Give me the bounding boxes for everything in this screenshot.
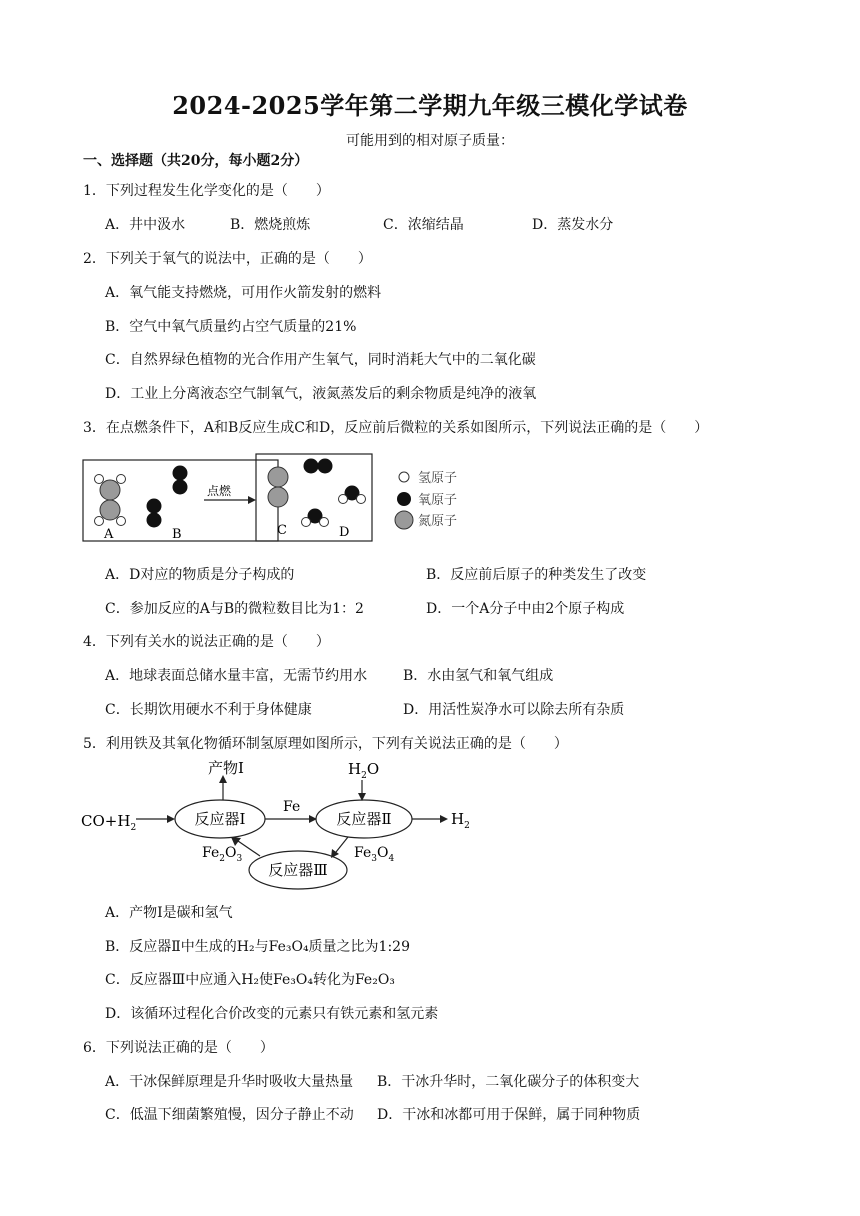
fe3o4-label: $Fe_3O_4$	[354, 845, 395, 864]
q4-option-b[interactable]: B．水由氢气和氧气组成	[403, 668, 554, 684]
question-2-stem: 2．下列关于氧气的说法中，正确的是（ ）	[83, 251, 372, 267]
legend-hydrogen: 氢原子	[418, 471, 458, 486]
hydrogen-atom-icon	[399, 472, 409, 482]
label-b: B	[172, 527, 182, 542]
q4-option-c[interactable]: C．长期饮用硬水不利于身体健康	[105, 702, 312, 718]
section-title: 一、选择题（共20分，每小题2分）	[83, 153, 309, 169]
question-6-stem: 6．下列说法正确的是（ ）	[83, 1040, 274, 1056]
label-a: A	[104, 527, 114, 542]
molecule-a-icon	[95, 475, 126, 526]
q6-option-d[interactable]: D．干冰和冰都可用于保鲜，属于同种物质	[377, 1107, 641, 1123]
legend-nitrogen: 氮原子	[418, 514, 458, 529]
q6-option-c[interactable]: C．低温下细菌繁殖慢，因分子静止不动	[105, 1107, 354, 1123]
oxygen-atom-icon	[397, 492, 411, 506]
legend-oxygen: 氧原子	[418, 493, 458, 508]
water-label: $H_2O$	[348, 760, 380, 781]
molecule-d-icon	[302, 486, 366, 527]
molecule-c-icon	[268, 467, 288, 507]
page-subtitle: 可能用到的相对原子质量：	[346, 133, 514, 149]
reactor-2-label: 反应器Ⅱ	[336, 810, 392, 828]
q2-option-d[interactable]: D．工业上分离液态空气制氧气，液氮蒸发后的剩余物质是纯净的液氧	[105, 386, 537, 402]
label-c: C	[277, 523, 287, 538]
legend	[395, 471, 457, 529]
q6-option-a[interactable]: A．干冰保鲜原理是升华时吸收大量热量	[105, 1074, 354, 1090]
q2-option-b[interactable]: B．空气中氧气质量约占空气质量的21%	[105, 319, 357, 335]
q3-option-d[interactable]: D．一个A分子中由2个原子构成	[426, 601, 625, 617]
arrow-in-icon	[167, 815, 175, 823]
question-5-stem: 5．利用铁及其氧化物循环制氢原理如图所示，下列有关说法正确的是（ ）	[83, 736, 568, 752]
arrow-out-icon	[440, 815, 448, 823]
h2-output-label: $H_2$	[451, 810, 470, 831]
question-4-stem: 4．下列有关水的说法正确的是（ ）	[83, 634, 330, 650]
page-title: 2024-2025学年第二学期九年级三模化学试卷	[172, 91, 688, 120]
q5-option-d[interactable]: D．该循环过程化合价改变的元素只有铁元素和氢元素	[105, 1006, 439, 1022]
input-co-h2: $CO+H_2$	[81, 812, 137, 833]
nitrogen-atom-icon	[395, 511, 413, 529]
q3-option-c[interactable]: C．参加反应的A与B的微粒数目比为1：2	[105, 601, 364, 617]
reactor-1-label: 反应器Ⅰ	[194, 810, 246, 828]
fe2o3-label: $Fe_2O_3$	[202, 845, 243, 864]
q3-option-b[interactable]: B．反应前后原子的种类发生了改变	[426, 567, 647, 583]
arrow-head-icon	[248, 496, 256, 504]
q1-option-b[interactable]: B．燃烧煎炼	[230, 217, 311, 233]
reaction-particle-figure	[80, 450, 480, 546]
q5-option-b[interactable]: B．反应器Ⅱ中生成的H₂与Fe₃O₄质量之比为1:29	[105, 939, 410, 955]
iron-cycle-hydrogen-figure	[78, 756, 478, 890]
reactor-3-label: 反应器Ⅲ	[268, 861, 328, 879]
q6-option-b[interactable]: B．干冰升华时，二氧化碳分子的体积变大	[377, 1074, 640, 1090]
q5-option-c[interactable]: C．反应器Ⅲ中应通入H₂使Fe₃O₄转化为Fe₂O₃	[105, 972, 395, 988]
q4-option-a[interactable]: A．地球表面总储水量丰富，无需节约用水	[105, 668, 368, 684]
q4-option-d[interactable]: D．用活性炭净水可以除去所有杂质	[403, 702, 625, 718]
q5-option-a[interactable]: A．产物Ⅰ是碳和氢气	[105, 905, 233, 921]
question-3-stem: 3．在点燃条件下，A和B反应生成C和D，反应前后微粒的关系如图所示，下列说法正确的是（ ）	[83, 420, 709, 436]
label-d: D	[339, 525, 350, 540]
question-1-stem: 1．下列过程发生化学变化的是（ ）	[83, 183, 330, 199]
q2-option-a[interactable]: A．氧气能支持燃烧，可用作火箭发射的燃料	[105, 285, 382, 301]
product-1-label: 产物Ⅰ	[208, 759, 244, 777]
molecule-o2-product-icon	[304, 459, 333, 474]
molecule-b-icon	[147, 466, 188, 528]
q2-option-c[interactable]: C．自然界绿色植物的光合作用产生氧气，同时消耗大气中的二氧化碳	[105, 352, 536, 368]
arrow-label: 点燃	[207, 484, 232, 498]
q1-option-a[interactable]: A．井中汲水	[105, 217, 186, 233]
q3-option-a[interactable]: A．D对应的物质是分子构成的	[105, 567, 295, 583]
q1-option-c[interactable]: C．浓缩结晶	[383, 217, 464, 233]
q1-option-d[interactable]: D．蒸发水分	[532, 217, 614, 233]
fe-label: Fe	[283, 799, 301, 815]
